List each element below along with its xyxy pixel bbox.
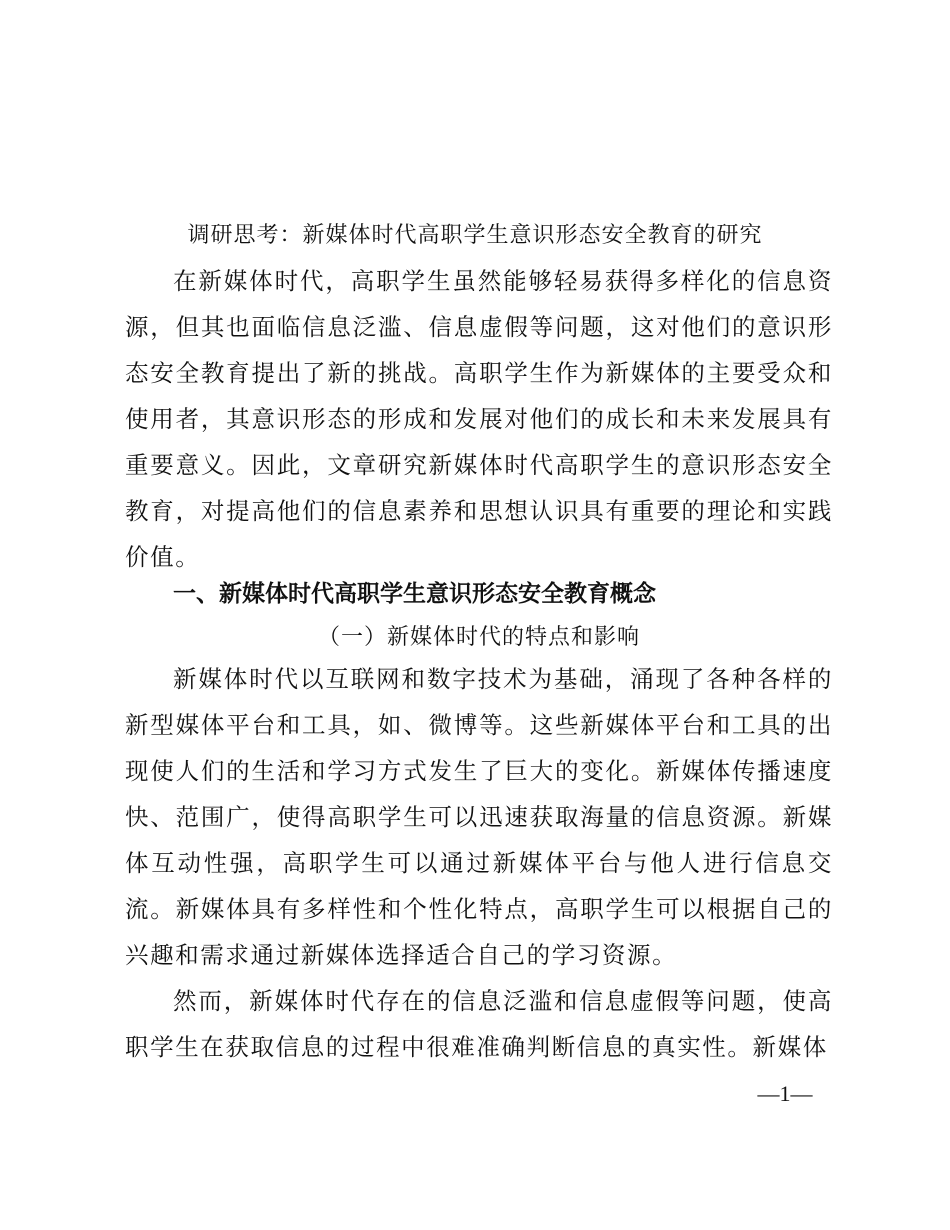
intro-paragraph: 在新媒体时代，高职学生虽然能够轻易获得多样化的信息资源，但其也面临信息泛滥、信息虚假等问题，这对他们的意识形态安全教育提出了新的挑战。高职学生作为新媒体的主要受众和使用者，其意识形态的形成和发展对他们的成长和未来发展具有重要意义。因此，文章研究新媒体时代高职学生的意识形态安全教育，对提高他们的信息素养和思想认识具有重要的理论和实践价值。	[125, 267, 833, 571]
body-paragraph-3: 然而，新媒体时代存在的信息泛滥和信息虚假等问题，使高职学生在获取信息的过程中很难准确判断信息的真实性。新媒体	[125, 987, 833, 1061]
body-paragraph-2: 新媒体时代以互联网和数字技术为基础，涌现了各种各样的新型媒体平台和工具，如、微博等。这些新媒体平台和工具的出现使人们的生活和学习方式发生了巨大的变化。新媒体传播速度快、范围广，使得高职学生可以迅速获取海量的信息资源。新媒体互动性强，高职学生可以通过新媒体平台与他人进行信息交流。新媒体具有多样性和个性化特点，高职学生可以根据自己的兴趣和需求通过新媒体选择适合自己的学习资源。	[125, 665, 833, 969]
page-number: —1—	[757, 1081, 813, 1106]
section-heading: 一、新媒体时代高职学生意识形态安全教育概念	[173, 581, 656, 607]
document-title: 调研思考：新媒体时代高职学生意识形态安全教育的研究	[187, 223, 763, 248]
subsection-heading: （一）新媒体时代的特点和影响	[317, 625, 640, 650]
